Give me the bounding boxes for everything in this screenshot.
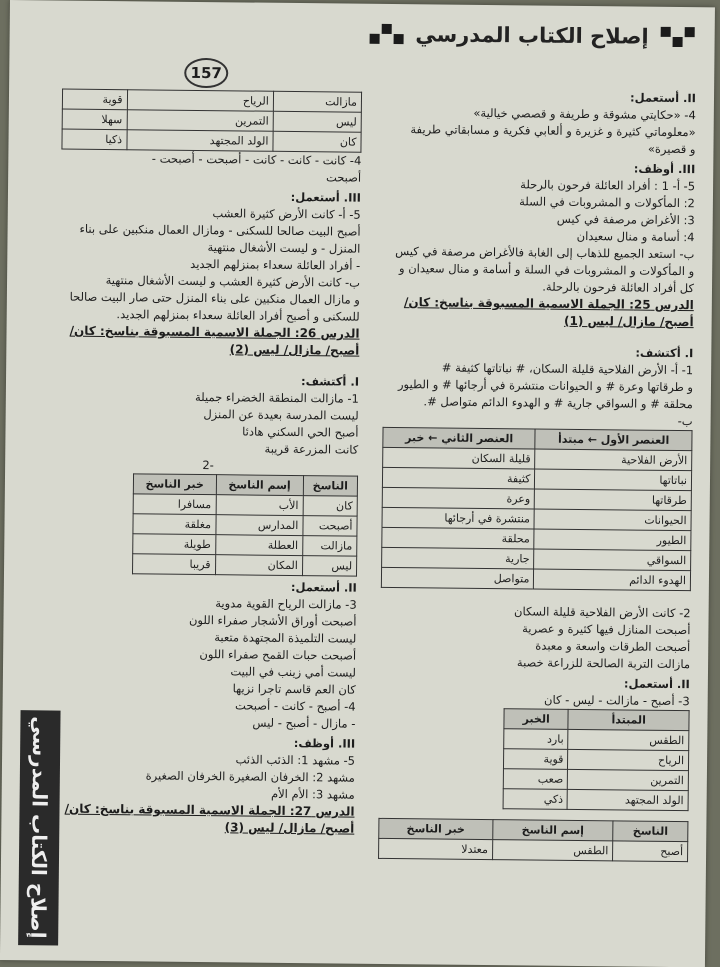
table-cell: الطقس <box>492 840 613 861</box>
text-line: أصبحت أوراق الأشجار صفراء اللون <box>188 612 357 629</box>
table-header: الناسخ <box>613 821 688 842</box>
table-row <box>133 494 357 516</box>
table-row <box>132 554 356 576</box>
text-line: - أفراد العائلة سعداء بمنزلهم الجديد <box>190 256 361 273</box>
text-line: 1- مازالت المنطقة الخضراء جميلة <box>194 389 359 406</box>
text-line: ب- كانت الأرض كثيرة العشب و ليست الأشغال منتهية <box>105 273 361 290</box>
section-heading: III. أوظف: <box>633 161 696 177</box>
table-header: إسم الناسخ <box>216 475 304 496</box>
table-cell: الولد المجتهد <box>567 789 688 810</box>
table-nasikh <box>378 818 688 862</box>
table-cell: التمرين <box>568 769 689 790</box>
table-cell: مازالت <box>273 91 361 112</box>
table-cell: ليس <box>273 111 361 132</box>
text-line: كانت المزرعة قريبة <box>264 441 359 457</box>
table-nasikh-left <box>132 473 358 576</box>
table-cell: الحيوانات <box>534 509 691 531</box>
section-heading: II. أستعمل: <box>290 579 357 595</box>
text-line: كل أفراد العائلة فرحون بالرحلة. <box>542 279 695 296</box>
text-line: ليست أمي زينب في البيت <box>230 664 357 680</box>
table-cell: السواقي <box>534 549 691 571</box>
table-cell: أصبح <box>613 841 688 862</box>
table-row <box>133 514 357 536</box>
text-line: و قصيرة» <box>647 141 696 157</box>
text-line: 4- كانت - كانت - كانت - أصبحت - أصبحت - <box>151 151 362 168</box>
left-block-d <box>56 594 357 699</box>
text-line: 5- مشهد 1: الذئب الذئب <box>235 752 356 768</box>
text-line: مشهد 3: الأم الأم <box>270 786 355 802</box>
table-cell: الطيور <box>534 529 691 551</box>
text-line: و مازال العمال منكبين على بناء المنزل حتى صار البيت صالحا <box>69 289 360 307</box>
table-cell: قريبا <box>132 554 215 575</box>
section-heading: II. أستعمل: <box>623 676 690 692</box>
left-block-f <box>55 750 356 804</box>
left-block-a <box>61 150 361 187</box>
table-cell: مازالت <box>302 536 356 557</box>
table-row <box>503 789 688 811</box>
text-line: 1- أ- الأرض الفلاحية قليلة السكان، # نباتاتها كثيفة # <box>441 360 694 378</box>
text-line: أصبح الحي السكني هادئا <box>242 424 359 440</box>
sub-label: ب- <box>677 414 693 429</box>
table-cell: مغلقة <box>133 514 216 535</box>
text-line: II. أستعمل: <box>629 90 697 106</box>
table-cell: الأب <box>216 495 304 516</box>
text-line: 4- «حكايتي مشوقة و طريفة و قصصي خيالية» <box>473 105 696 123</box>
table-subject-predicate-2 <box>503 708 690 811</box>
table-header: خبر الناسخ <box>133 474 216 495</box>
table-cell: سهلا <box>62 109 127 130</box>
text-line: ب- استعد الجميع للذهاب إلى الغابة فالأغراض مرصفة في كيس <box>395 244 695 262</box>
table-row <box>62 129 361 152</box>
page-number: 157 <box>184 58 228 88</box>
text-line: 3: الأغراض مرصفة في كيس <box>556 211 695 228</box>
text-line: 5- أ- كانت الأرض كثيرة العشب <box>212 206 361 222</box>
text-line: و طرقاتها وعرة # و الحيوانات منتشرة في أرجائها # و الطيور <box>397 377 694 395</box>
table-header: خبر الناسخ <box>379 818 493 839</box>
right-top-block <box>385 87 696 158</box>
right-i-block <box>383 359 694 413</box>
table-header: المبتدأ <box>568 709 689 730</box>
right-block-2 <box>380 602 691 673</box>
table-cell: الرياح <box>127 90 274 112</box>
section-heading: III. أوظف: <box>293 736 356 751</box>
table-cell: صعب <box>503 769 568 790</box>
text-line: مشهد 2: الخرفان الصغيرة الخرفان الصغيرة <box>145 768 355 785</box>
header-decoration-right <box>657 27 695 47</box>
lesson-27-title: الدرس 27: الجملة الاسمية المسبوقة بناسخ: كان/ أصبح/ مازال/ ليس (3) <box>64 801 355 836</box>
table-row <box>381 567 690 590</box>
text-line: أصبحت الطرقات واسعة و معبدة <box>535 638 691 655</box>
table-cell: التمرين <box>127 110 274 132</box>
text-line: - مازال - أصبح - ليس <box>252 715 356 731</box>
table-cell: الأرض الفلاحية <box>535 449 692 471</box>
table-cell: محلقة <box>382 527 535 549</box>
table-header: الخبر <box>504 709 569 730</box>
text-line: 2: المأكولات و المشروبات في السلة <box>519 194 695 211</box>
text-line: أصبحت <box>325 170 362 185</box>
right-iii-block <box>384 175 695 297</box>
text-line: أصبحت المنازل فيها كثيرة و عصرية <box>522 621 691 638</box>
table-subject-predicate <box>381 427 693 591</box>
table-cell: ذكي <box>503 789 568 810</box>
table-cell: كان <box>273 131 361 152</box>
text-line: محلقة # و السواقي جارية # و الهدوء الدائم متواصل #. <box>423 394 693 412</box>
lesson-26-title: الدرس 26: الجملة الاسمية المسبوقة بناسخ: كان/ أصبح/ مازال/ ليس (2) <box>69 323 360 358</box>
table-cell: الطقس <box>568 729 689 750</box>
text-line: «معلوماتي كثيرة و غزيرة و ألعابي فكرية و مسابقاتي طريفة <box>410 122 696 140</box>
table-cell: طرقاتها <box>535 489 692 511</box>
text-line: و المأكولات و المشروبات في السلة و أسامة و منال سعيدان و <box>398 261 695 279</box>
sub-label: -2 <box>202 458 214 473</box>
table-row <box>503 749 688 771</box>
table-cell: متواصل <box>381 567 534 589</box>
table-cell: الولد المجتهد <box>126 130 273 152</box>
table-row <box>504 729 689 751</box>
section-heading: III. أستعمل: <box>290 189 362 205</box>
table-cell: نباتاتها <box>535 469 692 491</box>
text-line: 4: أسامة و منال سعيدان <box>576 228 695 245</box>
page-title: إصلاح الكتاب المدرسي <box>415 22 649 49</box>
table-cell: المدارس <box>215 515 303 536</box>
table-top-left <box>61 89 362 153</box>
table-cell: قوية <box>503 749 568 770</box>
header-decoration-left <box>369 24 407 44</box>
page-header <box>369 22 695 49</box>
table-cell: معتدلا <box>379 838 493 859</box>
table-cell: طويلة <box>133 534 216 555</box>
table-cell: الرياح <box>568 749 689 770</box>
table-header: العنصر الأول ← مبتدأ <box>535 429 692 451</box>
table-cell: كان <box>303 496 357 517</box>
text-line: 5- أ- 1 : أفراد العائلة فرحون بالرحلة <box>520 177 696 194</box>
table-cell: المكان <box>215 555 303 576</box>
section-heading: I. أكتشف: <box>635 345 694 361</box>
table-cell: بارد <box>504 729 569 750</box>
text-line: 3- مازالت الرياح القوية مدوية <box>215 596 357 612</box>
side-band-title: إصلاح الكتاب المدرسي <box>18 710 60 945</box>
section-heading: I. أكتشف: <box>300 374 360 389</box>
left-block-c <box>58 388 359 459</box>
table-cell: ذكيا <box>62 129 127 150</box>
table-cell: العطلة <box>215 535 303 556</box>
text-line: للسكنى و أصبح أفراد العائلة سعداء بمنزلهم الجديد. <box>116 307 360 324</box>
table-cell: قوية <box>62 89 127 110</box>
table-row <box>379 838 688 861</box>
text-line: ليست التلميذة المجتهدة متعبة <box>214 630 357 646</box>
text-line: 3- أصبح - مازالت - ليس - كان <box>543 692 690 709</box>
left-block-b <box>60 204 361 326</box>
table-cell: الهدوء الدائم <box>534 569 691 591</box>
text-line: أصبح البيت صالحا للسكنى - ومازال العمال منكبين على بناء <box>79 221 361 239</box>
table-header: الناسخ <box>303 476 357 497</box>
text-line: ليست المدرسة بعيدة عن المنزل <box>203 407 359 423</box>
left-column <box>54 89 362 838</box>
text-line: المنزل - و ليست الأشغال منتهية <box>207 240 361 256</box>
text-line: أصبحت حبات القمح صفراء اللون <box>199 647 357 663</box>
table-cell: أصبحت <box>303 516 357 537</box>
table-row <box>133 534 357 556</box>
table-cell: ليس <box>302 556 356 577</box>
table-header: إسم الناسخ <box>493 820 614 841</box>
table-cell: وعرة <box>382 487 535 509</box>
table-cell: جارية <box>382 547 535 569</box>
table-cell: مسافرا <box>133 494 216 515</box>
lesson-25-title: الدرس 25: الجملة الاسمية المسبوقة بناسخ: كان/ أصبح/ مازال/ ليس (1) <box>403 295 694 330</box>
left-block-e <box>55 696 355 733</box>
text-line: 2- كانت الأرض الفلاحية قليلة السكان <box>513 604 691 621</box>
table-header: العنصر الثاني ← خبر <box>383 427 536 449</box>
text-line: مازالت التربة الصالحة للزراعة خصبة <box>516 655 691 672</box>
table-row <box>503 769 688 791</box>
table-cell: منتشرة في أرجائها <box>382 507 535 529</box>
right-column <box>378 84 696 862</box>
text-line: كان العم قاسم تاجرا نزيها <box>232 681 356 697</box>
table-cell: كثيفة <box>382 467 535 489</box>
table-cell: قليلة السكان <box>383 447 536 469</box>
text-line: 4- أصبح - كانت - أصبحت <box>235 698 356 714</box>
